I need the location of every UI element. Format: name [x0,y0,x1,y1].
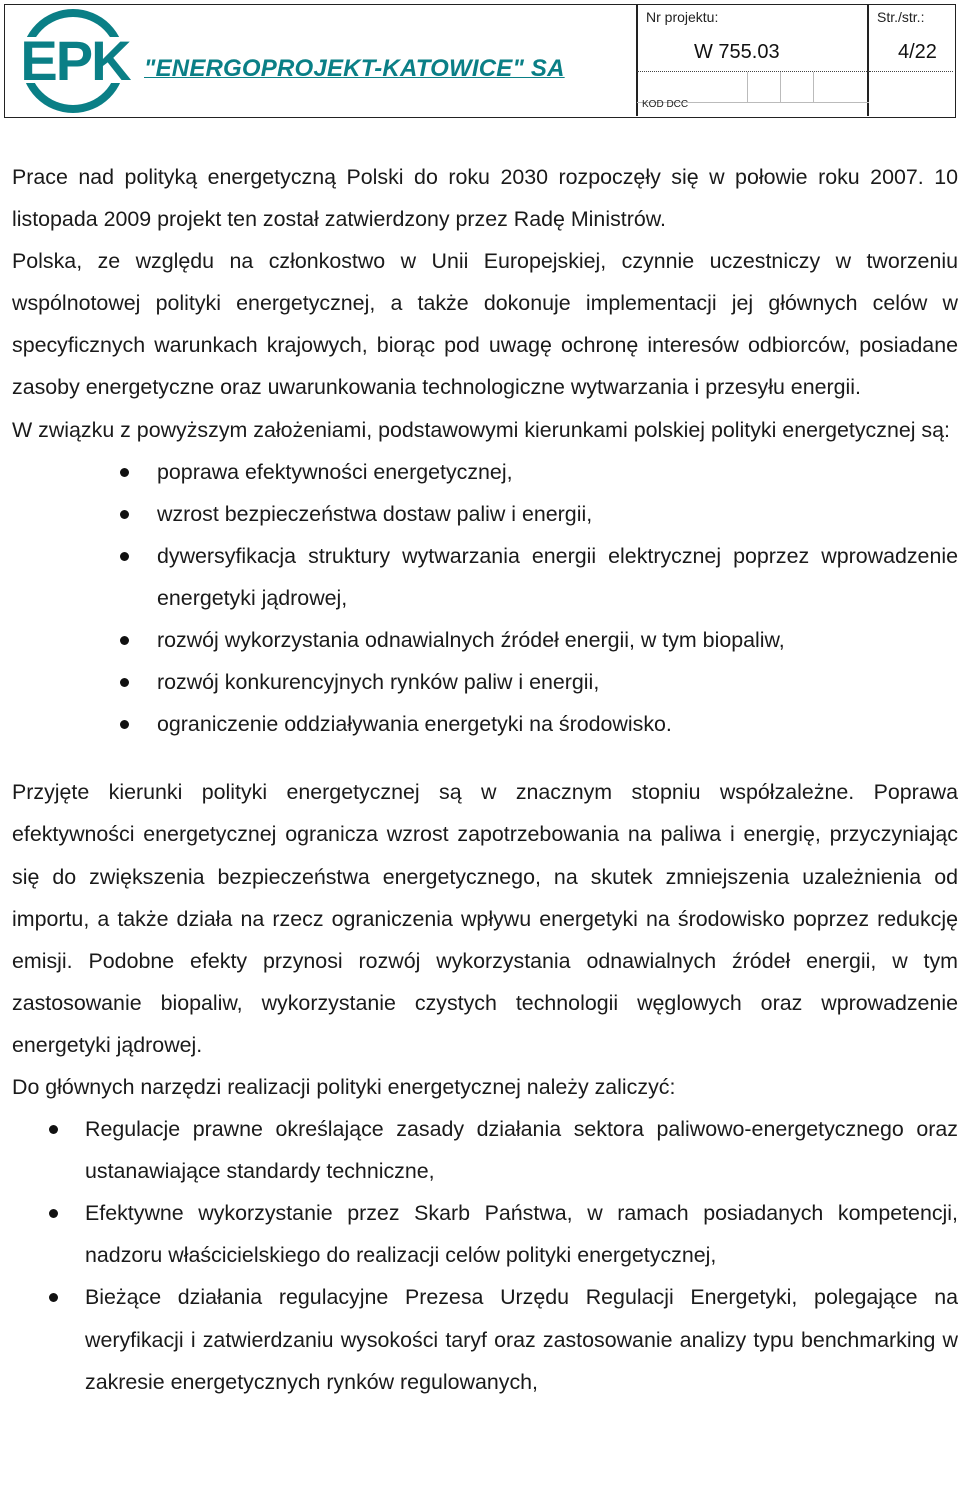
company-name: "ENERGOPROJEKT-KATOWICE" SA [144,55,565,82]
page-label: Str./str.: [877,9,925,25]
epk-logo [11,7,139,115]
paragraph: W związku z powyższym założeniami, podstawowymi kierunkami polskiej polityki energetycznej są: [12,417,950,442]
document-body [12,156,958,1403]
list-item: rozwój wykorzystania odnawialnych źródeł energii, w tym biopaliw, [12,619,958,661]
bullet-icon [120,552,129,561]
bullet-icon [120,510,129,519]
paragraph: Prace nad polityką energetyczną Polski do roku 2030 rozpoczęły się w połowie roku 2007. 10 listopada 2009 projekt ten został zatwierdzony przez Radę Ministrów. [12,165,958,232]
bullet-icon [49,1293,58,1302]
list-item: dywersyfikacja struktury wytwarzania energii elektrycznej poprzez wprowadzenie energetyki jądrowej, [12,535,958,619]
bullet-list [12,1108,958,1403]
list-item: ograniczenie oddziaływania energetyki na środowisko. [12,703,958,745]
bullet-icon [49,1209,58,1218]
list-item: rozwój konkurencyjnych rynków paliw i energii, [12,661,958,703]
bullet-icon [120,636,129,645]
paragraph: Polska, ze względu na członkostwo w Unii Europejskiej, czynnie uczestniczy w tworzeniu wspólnotowej polityki energetycznej, a także dokonuje implementacji jej głównych celów w specyficznych warunkach krajowych, biorąc pod uwagę ochronę interesów odbiorców, posiadane zasoby energetyczne oraz uwarunkowania technologiczne wytwarzania i przesyłu energii. [12,249,958,400]
project-number: W 755.03 [694,41,780,63]
code-label: KOD DCC [642,99,689,110]
bullet-icon [49,1125,58,1134]
list-item: wzrost bezpieczeństwa dostaw paliw i energii, [12,493,958,535]
logo-text: EPK [20,29,130,92]
paragraph: Do głównych narzędzi realizacji polityki energetycznej należy zaliczyć: [12,1074,676,1099]
document-header [4,4,956,118]
code-cells [637,72,869,102]
list-item: Bieżące działania regulacyjne Prezesa Urzędu Regulacji Energetyki, polegające na weryfikacji i zatwierdzaniu wysokości taryf oraz zastosowanie analizy typu benchmarking w zakresie energetycznych rynków regulowanych, [12,1276,958,1402]
bullet-list [12,451,958,746]
bullet-icon [120,720,129,729]
project-number-label: Nr projektu: [646,9,719,25]
list-item: Regulacje prawne określające zasady działania sektora paliwowo-energetycznego oraz ustanawiające standardy techniczne, [12,1108,958,1192]
logo-cell [5,5,638,116]
spacer [12,745,958,771]
paragraph: Przyjęte kierunki polityki energetycznej są w znacznym stopniu współzależne. Poprawa efektywności energetycznej ogranicza wzrost zapotrzebowania na paliwa i energię, przyczyniając się do zwiększenia bezpieczeństwa energetycznego, na skutek zmniejszenia uzależnienia od importu, a także działa na rzecz ograniczenia wpływu energetyki na środowisko poprzez redukcję emisji. Podobne efekty przynosi rozwój wykorzystania odnawialnych źródeł energii, w tym zastosowanie biopaliw, wykorzystanie czystych technologii węglowych oraz wprowadzenie energetyki jądrowej. [12,780,958,1057]
header-rule [869,71,953,72]
list-item: Efektywne wykorzystanie przez Skarb Państwa, w ramach posiadanych kompetencji, nadzoru właścicielskiego do realizacji celów polityki energetycznej, [12,1192,958,1276]
list-item: poprawa efektywności energetycznej, [12,451,958,493]
bullet-icon [120,468,129,477]
bullet-icon [120,678,129,687]
page-number: 4/22 [898,41,937,63]
